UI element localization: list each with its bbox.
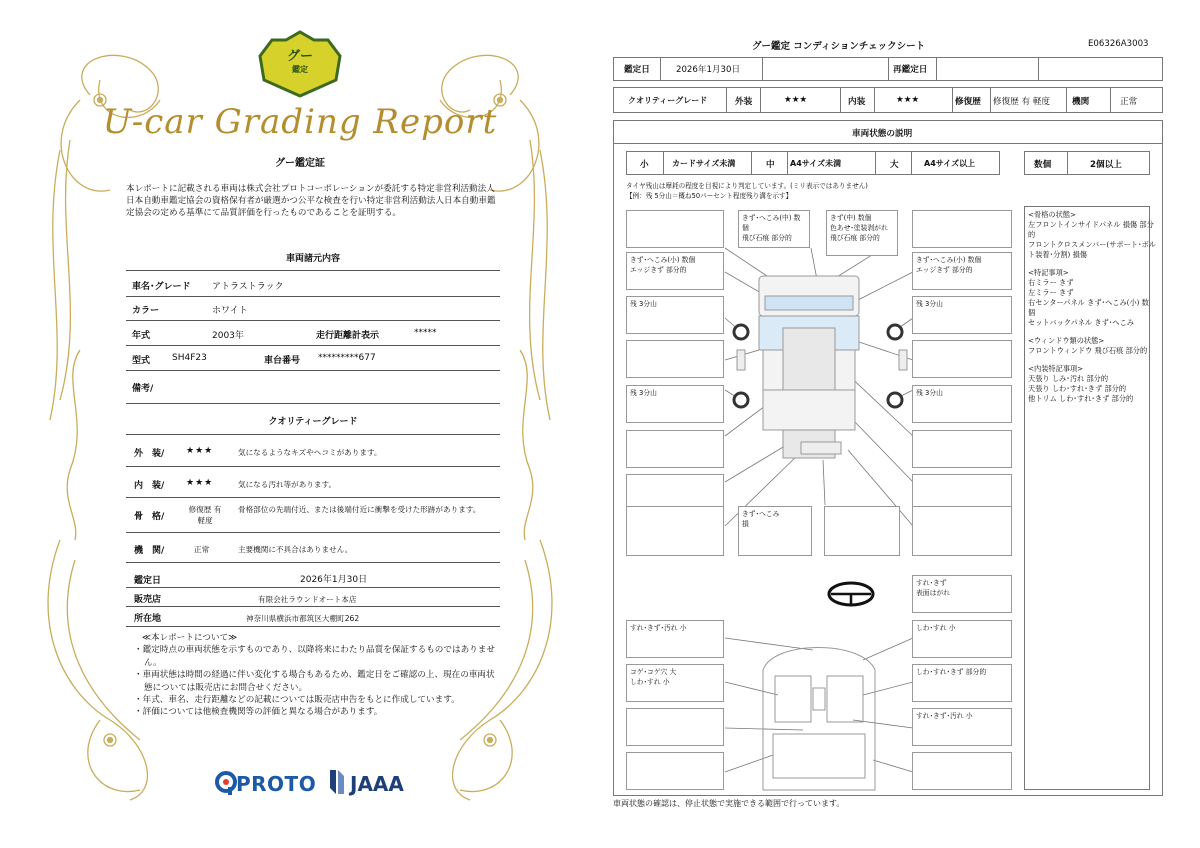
mark-box: 残 3分山 bbox=[626, 385, 724, 423]
size-small-value: カードサイズ未満 bbox=[672, 159, 736, 168]
quality-exterior-grade: ★★★ bbox=[186, 446, 214, 456]
exterior-label: 外装 bbox=[735, 97, 753, 107]
color-value: ホワイト bbox=[212, 306, 248, 316]
quality-interior-comment: 気になる汚れ等があります。 bbox=[238, 480, 337, 489]
interior-label: 内装 bbox=[848, 97, 866, 107]
size-small-key: 小 bbox=[640, 160, 649, 170]
interior-outline-icon bbox=[763, 648, 875, 791]
quality-frame-label: 骨 格/ bbox=[134, 512, 165, 522]
condition-item: <骨格の状態> bbox=[1028, 210, 1076, 219]
condition-item: 天張り しみ･汚れ 部分的 bbox=[1028, 374, 1109, 383]
divider bbox=[126, 587, 500, 588]
mark-box bbox=[626, 752, 724, 790]
sheet-title: グー鑑定 コンディションチェックシート bbox=[752, 41, 926, 52]
divider bbox=[126, 466, 500, 467]
condition-item: 天張り しわ･すれ･きず 部分的 bbox=[1028, 384, 1127, 393]
mark-box: コゲ･コゲ穴 大 しわ･すれ 小 bbox=[626, 664, 724, 702]
mark-box: すれ･きず･汚れ 小 bbox=[912, 708, 1012, 746]
mileage-value: ***** bbox=[414, 328, 437, 338]
condition-item: 右ミラー きず bbox=[1028, 278, 1074, 287]
quality-engine-label: 機 関/ bbox=[134, 546, 165, 556]
note-item: ・鑑定時点の車両状態を示すものであり、以降将来にわたり品質を保証するものではありません。 bbox=[134, 645, 495, 668]
mark-box bbox=[626, 430, 724, 468]
mark-box: きず･へこみ 損 bbox=[738, 506, 812, 556]
mark-box bbox=[824, 506, 900, 556]
dealer-label: 販売店 bbox=[134, 595, 162, 605]
name-value: アトラストラック bbox=[212, 282, 284, 292]
dealer-value: 有限会社ラウンドオート本店 bbox=[258, 595, 357, 604]
mark-box bbox=[626, 210, 724, 248]
appraisal-date-value: 2026年1月30日 bbox=[300, 575, 368, 585]
interior-value: ★★★ bbox=[896, 95, 920, 105]
mark-box: きず･へこみ(小) 数個 エッジきず 部分的 bbox=[912, 252, 1012, 290]
mark-box: きず･へこみ(小) 数個 エッジきず 部分的 bbox=[626, 252, 724, 290]
grade-label: クオリティーグレード bbox=[628, 96, 708, 105]
mark-box: しわ･すれ 小 bbox=[912, 620, 1012, 658]
count-label: 数個 bbox=[1034, 160, 1052, 170]
condition-list bbox=[1028, 210, 1156, 404]
tire-example: 【例：残 5分山＝概ね50パーセント程度残り溝を示す】 bbox=[626, 192, 793, 200]
note-item: ・車両状態は時間の経過に伴い変化する場合もあるため、鑑定日をご確認の上、現在の車両状態については販売店にお問合せください。 bbox=[134, 670, 495, 693]
divider bbox=[126, 370, 500, 371]
divider bbox=[126, 296, 500, 297]
divider bbox=[126, 270, 500, 271]
jaaa-logo-icon bbox=[326, 768, 348, 796]
quality-interior-label: 内 装/ bbox=[134, 481, 165, 491]
appraisal-date-label: 鑑定日 bbox=[134, 576, 162, 586]
repair-label: 修復歴 bbox=[955, 97, 981, 107]
exterior-value: ★★★ bbox=[784, 95, 808, 105]
spacer bbox=[1028, 356, 1156, 364]
name-label: 車名･グレード bbox=[132, 282, 191, 292]
chassis-label: 車台番号 bbox=[264, 356, 301, 366]
divider bbox=[126, 497, 500, 498]
condition-title: 車両状態の説明 bbox=[852, 129, 913, 139]
condition-item: <特記事項> bbox=[1028, 268, 1069, 277]
engine-label: 機関 bbox=[1072, 97, 1090, 107]
divider bbox=[126, 345, 500, 346]
chassis-value: *********677 bbox=[318, 353, 376, 363]
quality-engine-grade: 正常 bbox=[194, 545, 210, 554]
report-notes bbox=[134, 632, 500, 719]
condition-item: フロントウィンドウ 飛び石痕 部分的 bbox=[1028, 346, 1148, 355]
jaaa-logo-text: JAAA bbox=[350, 772, 404, 796]
divider bbox=[126, 562, 500, 563]
engine-value: 正常 bbox=[1120, 97, 1138, 107]
quality-engine-comment: 主要機関に不具合はありません。 bbox=[238, 545, 353, 554]
mark-box bbox=[626, 708, 724, 746]
condition-item: セットバックパネル きず･へこみ bbox=[1028, 318, 1134, 327]
year-value: 2003年 bbox=[212, 331, 244, 341]
specs-title: 車両諸元内容 bbox=[285, 254, 340, 264]
mark-box bbox=[912, 210, 1012, 248]
reappraisal-label: 再鑑定日 bbox=[893, 65, 928, 75]
divider bbox=[613, 143, 1163, 144]
note-item: ・評価については他検査機関等の評価と異なる場合があります。 bbox=[134, 707, 383, 718]
color-label: カラー bbox=[132, 306, 160, 316]
remarks-label: 備考/ bbox=[132, 384, 154, 394]
quality-exterior-label: 外 装/ bbox=[134, 449, 165, 459]
divider bbox=[126, 434, 500, 435]
mark-box: 残 3分山 bbox=[912, 296, 1012, 334]
mark-box: 残 3分山 bbox=[626, 296, 724, 334]
address-label: 所在地 bbox=[134, 614, 162, 624]
mark-box: きず(中) 数個 色あせ･塗装剥がれ 飛び石痕 部分的 bbox=[826, 210, 898, 256]
notes-title: ≪本レポートについて≫ bbox=[142, 633, 238, 643]
badge-top: グー bbox=[286, 49, 313, 64]
model-label: 型式 bbox=[132, 356, 151, 366]
badge-bottom: 鑑定 bbox=[292, 65, 308, 74]
size-medium-value: A4サイズ未満 bbox=[790, 159, 842, 168]
quality-exterior-comment: 気になるようなキズやヘコミがあります。 bbox=[238, 448, 382, 457]
mark-box bbox=[912, 506, 1012, 556]
note-item: ・年式、車名、走行距離などの記載については販売店申告をもとに作成しています。 bbox=[134, 695, 460, 706]
address-value: 神奈川県横浜市都筑区大棚町262 bbox=[246, 614, 360, 623]
size-medium-key: 中 bbox=[766, 160, 775, 170]
divider bbox=[126, 320, 500, 321]
certificate-statement: 本レポートに記載される車両は株式会社プロトコーポレーションが委託する特定非営利活動法人日本自動車鑑定協会の資格保有者が厳選かつ公平な検査を行い特定非営利活動法人日本自動車鑑定協会の定める基準にて品質評価を行ったものであることを証明する。 bbox=[126, 184, 496, 218]
condition-item: 右センターパネル きず･へこみ(小) 数個 bbox=[1028, 298, 1149, 317]
certificate-title: U-car Grading Report bbox=[102, 102, 498, 142]
sheet-footer: 車両状態の確認は、停止状態で実施できる範囲で行っています。 bbox=[613, 799, 845, 808]
size-large-key: 大 bbox=[890, 160, 899, 170]
year-label: 年式 bbox=[132, 331, 151, 341]
mark-box: しわ･すれ･きず 部分的 bbox=[912, 664, 1012, 702]
mark-box: 残 3分山 bbox=[912, 385, 1012, 423]
mileage-label: 走行距離計表示 bbox=[316, 331, 380, 341]
tire-note: タイヤ残山は摩耗の程度を目視により判定しています。(ミリ表示ではありません) bbox=[626, 182, 868, 190]
condition-item: 他トリム しわ･すれ･きず 部分的 bbox=[1028, 394, 1134, 403]
date-value: 2026年1月30日 bbox=[676, 65, 741, 75]
spacer bbox=[1028, 328, 1156, 336]
quality-title: クオリティーグレード bbox=[268, 417, 358, 427]
proto-logo-text: PROTO bbox=[236, 772, 317, 796]
mark-box: すれ･きず･汚れ 小 bbox=[626, 620, 724, 658]
condition-item: <内装特記事項> bbox=[1028, 364, 1084, 373]
truck-outline-icon bbox=[737, 276, 907, 458]
condition-item: フロントクロスメンバー(サポート･ボルト装着･分割) 損傷 bbox=[1028, 240, 1156, 259]
sheet-code: E06326A3003 bbox=[1088, 39, 1149, 49]
certificate-subtitle: グー鑑定証 bbox=[275, 158, 325, 169]
condition-item: <ウィンドウ類の状態> bbox=[1028, 336, 1105, 345]
size-large-value: A4サイズ以上 bbox=[924, 159, 976, 168]
repair-value: 修復歴 有 軽度 bbox=[993, 97, 1051, 107]
mark-box bbox=[912, 752, 1012, 790]
mark-box bbox=[626, 506, 724, 556]
proto-logo-icon bbox=[214, 770, 238, 796]
mark-box bbox=[626, 340, 724, 378]
divider bbox=[126, 403, 500, 404]
mark-box bbox=[912, 340, 1012, 378]
quality-interior-grade: ★★★ bbox=[186, 478, 214, 488]
divider bbox=[126, 532, 500, 533]
divider bbox=[126, 606, 500, 607]
condition-item: 左フロントインサイドパネル 損傷 部分的 bbox=[1028, 220, 1154, 239]
quality-frame-comment: 骨格部位の先端付近、または後端付近に衝撃を受けた形跡があります。 bbox=[238, 505, 481, 514]
steering-wheel-icon bbox=[829, 583, 873, 605]
spacer bbox=[1028, 260, 1156, 268]
mark-box: すれ･きず 表面はがれ bbox=[912, 575, 1012, 613]
mark-box: きず･へこみ(中) 数個 飛び石痕 部分的 bbox=[738, 210, 810, 248]
model-value: SH4F23 bbox=[172, 353, 207, 363]
quality-frame-grade: 修復歴 有 軽度 bbox=[188, 505, 222, 525]
condition-item: 左ミラー きず bbox=[1028, 288, 1074, 297]
mark-box bbox=[912, 430, 1012, 468]
divider bbox=[126, 626, 500, 627]
count-value: 2個以上 bbox=[1090, 160, 1122, 170]
date-label: 鑑定日 bbox=[624, 65, 650, 75]
